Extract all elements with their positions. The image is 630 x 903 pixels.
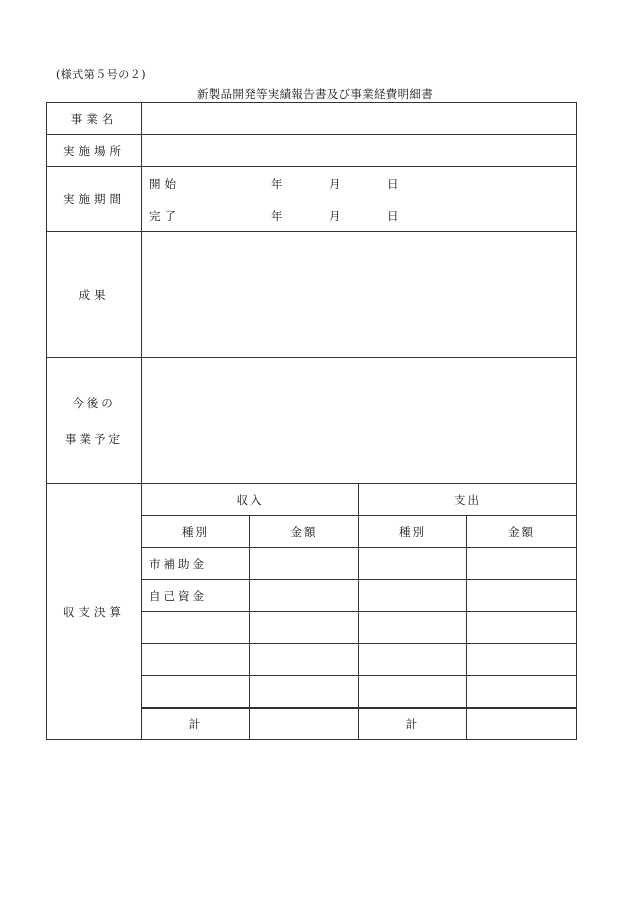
income-type-cell: 市補助金 bbox=[142, 548, 250, 580]
income-type-cell[interactable] bbox=[142, 644, 250, 676]
budget-header-row bbox=[47, 484, 577, 516]
income-amount-header: 金額 bbox=[250, 516, 359, 548]
period-label: 実施期間 bbox=[47, 167, 142, 232]
period-end-line bbox=[149, 208, 576, 224]
future-plan-label bbox=[47, 358, 142, 484]
expense-amount-cell[interactable] bbox=[467, 580, 577, 612]
results-label: 成果 bbox=[47, 232, 142, 358]
future-plan-label-line2: 事業予定 bbox=[65, 431, 123, 446]
expense-amount-cell[interactable] bbox=[467, 644, 577, 676]
income-total-label: 計 bbox=[142, 708, 250, 740]
project-name-field[interactable] bbox=[142, 103, 577, 135]
period-end-year-label: 年 bbox=[271, 209, 283, 223]
expense-header: 支出 bbox=[359, 484, 577, 516]
income-amount-cell[interactable] bbox=[250, 580, 359, 612]
period-start-line bbox=[149, 176, 576, 192]
expense-amount-cell[interactable] bbox=[467, 548, 577, 580]
period-end-month-label: 月 bbox=[329, 209, 341, 223]
expense-total-amount[interactable] bbox=[467, 708, 577, 740]
location-field[interactable] bbox=[142, 135, 577, 167]
period-end-day-label: 日 bbox=[387, 209, 399, 223]
expense-type-cell[interactable] bbox=[359, 612, 467, 644]
income-amount-cell[interactable] bbox=[250, 548, 359, 580]
income-total-amount[interactable] bbox=[250, 708, 359, 740]
period-field[interactable] bbox=[142, 167, 577, 232]
income-amount-cell[interactable] bbox=[250, 644, 359, 676]
document-title: 新製品開発等実績報告書及び事業経費明細書 bbox=[197, 87, 433, 101]
income-type-cell[interactable] bbox=[142, 612, 250, 644]
expense-type-cell[interactable] bbox=[359, 644, 467, 676]
expense-type-cell[interactable] bbox=[359, 580, 467, 612]
expense-amount-cell[interactable] bbox=[467, 676, 577, 708]
expense-type-cell[interactable] bbox=[359, 548, 467, 580]
income-amount-cell[interactable] bbox=[250, 612, 359, 644]
location-row bbox=[47, 135, 577, 167]
period-start-month-label: 月 bbox=[329, 177, 341, 191]
results-row bbox=[47, 232, 577, 358]
income-amount-cell[interactable] bbox=[250, 676, 359, 708]
period-end-label: 完了 bbox=[149, 209, 180, 223]
income-type-cell: 自己資金 bbox=[142, 580, 250, 612]
period-row bbox=[47, 167, 577, 232]
project-name-row bbox=[47, 103, 577, 135]
expense-amount-cell[interactable] bbox=[467, 612, 577, 644]
results-field[interactable] bbox=[142, 232, 577, 358]
income-type-header: 種別 bbox=[142, 516, 250, 548]
period-start-label: 開始 bbox=[149, 177, 180, 191]
report-form-table bbox=[46, 102, 577, 740]
project-name-label: 事業名 bbox=[47, 103, 142, 135]
expense-type-header: 種別 bbox=[359, 516, 467, 548]
period-start-year-label: 年 bbox=[271, 177, 283, 191]
future-plan-row bbox=[47, 358, 577, 484]
expense-amount-header: 金額 bbox=[467, 516, 577, 548]
expense-type-cell[interactable] bbox=[359, 676, 467, 708]
form-number: (様式第５号の２) bbox=[56, 68, 147, 81]
location-label: 実施場所 bbox=[47, 135, 142, 167]
future-plan-label-line1: 今後の bbox=[72, 395, 116, 410]
income-type-cell[interactable] bbox=[142, 676, 250, 708]
expense-total-label: 計 bbox=[359, 708, 467, 740]
period-start-day-label: 日 bbox=[387, 177, 399, 191]
future-plan-field[interactable] bbox=[142, 358, 577, 484]
income-header: 収入 bbox=[142, 484, 359, 516]
budget-label: 収支決算 bbox=[47, 484, 142, 740]
